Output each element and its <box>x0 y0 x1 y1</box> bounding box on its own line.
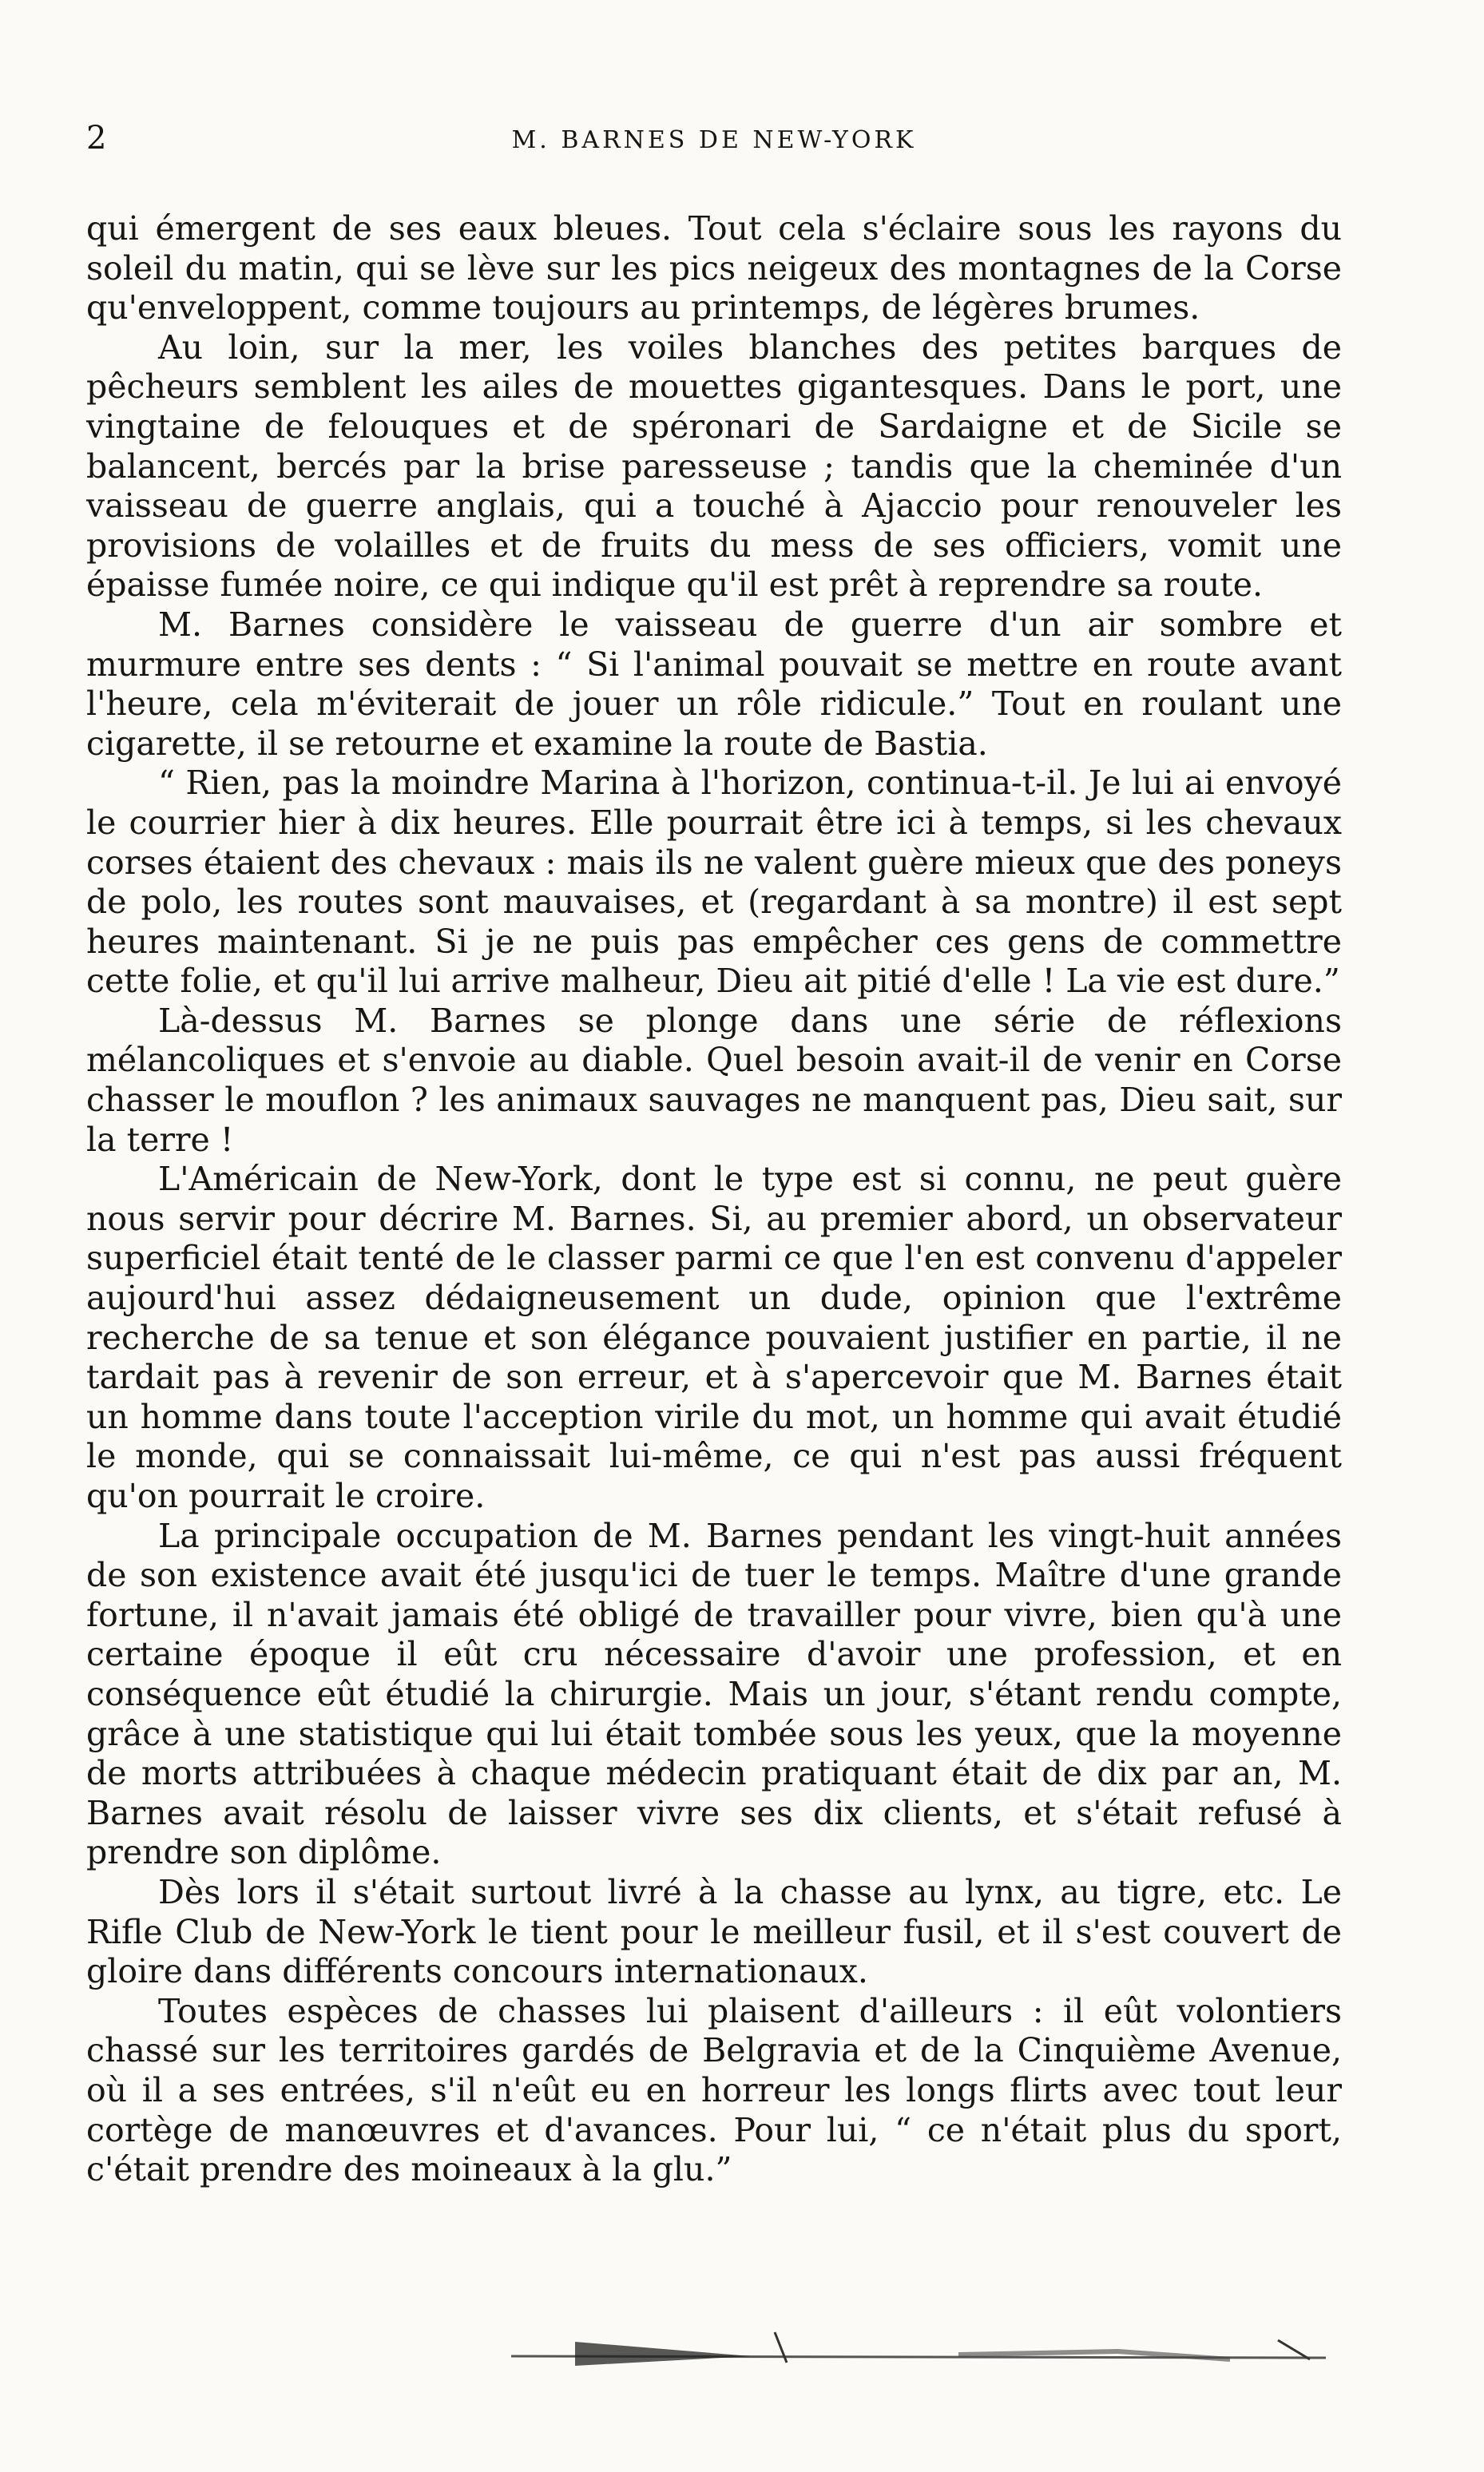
page-number: 2 <box>86 120 107 157</box>
running-head <box>86 120 1342 168</box>
scan-smudge <box>511 2324 1326 2372</box>
book-page <box>86 120 1342 2190</box>
paragraph: M. Barnes considère le vaisseau de guerre d'un air sombre et murmure entre ses dents : “ Si l'animal pouvait se mettre en route avant l'heure, cela m'éviterait de jouer un rôle ridicule.” Tout en roulant une cigarette, il se retourne et examine la route de Bastia. <box>86 605 1342 763</box>
paragraph: La principale occupation de M. Barnes pendant les vingt-huit années de son existence avait été jusqu'ici de tuer le temps. Maître d'une grande fortune, il n'avait jamais été obligé de travailler pour vivre, bien qu'à une certaine époque il eût cru nécessaire d'avoir une profession, et en conséquence eût étudié la chirurgie. Mais un jour, s'étant rendu compte, grâce à une statistique qui lui était tombée sous les yeux, que la moyenne de morts attribuées à chaque médecin pratiquant était de dix par an, M. Barnes avait résolu de laisser vivre ses dix clients, et s'était refusé à prendre son diplôme. <box>86 1516 1342 1872</box>
paragraph: Au loin, sur la mer, les voiles blanches des petites barques de pêcheurs semblent les ailes de mouettes gigantesques. Dans le port, une vingtaine de felouques et de spéronari de Sardaigne et de Sicile se balancent, bercés par la brise paresseuse ; tandis que la cheminée d'un vaisseau de guerre anglais, qui a touché à Ajaccio pour renouveler les provisions de volailles et de fruits du mess de ses officiers, vomit une épaisse fumée noire, ce qui indique qu'il est prêt à reprendre sa route. <box>86 327 1342 605</box>
paragraph: L'Américain de New-York, dont le type est si connu, ne peut guère nous servir pour décrire M. Barnes. Si, au premier abord, un observateur superficiel était tenté de le classer parmi ce que l'en est convenu d'appeler aujourd'hui assez dédaigneusement un dude, opinion que l'extrême recherche de sa tenue et son élégance pouvaient justifier en partie, il ne tardait pas à revenir de son erreur, et à s'apercevoir que M. Barnes était un homme dans toute l'acception virile du mot, un homme qui avait étudié le monde, qui se connaissait lui-même, ce qui n'est pas aussi fréquent qu'on pourrait le croire. <box>86 1160 1342 1515</box>
paragraph: Là-dessus M. Barnes se plonge dans une série de réflexions mélancoliques et s'envoie au diable. Quel besoin avait-il de venir en Corse chasser le mouflon ? les animaux sauvages ne manquent pas, Dieu sait, sur la terre ! <box>86 1001 1342 1159</box>
paragraph: qui émergent de ses eaux bleues. Tout cela s'éclaire sous les rayons du soleil du matin, qui se lève sur les pics neigeux des montagnes de la Corse qu'enveloppent, comme toujours au printemps, de légères brumes. <box>86 209 1342 327</box>
paragraph: Toutes espèces de chasses lui plaisent d'ailleurs : il eût volontiers chassé sur les territoires gardés de Belgravia et de la Cinquième Avenue, où il a ses entrées, s'il n'eût eu en horreur les longs flirts avec tout leur cortège de manœuvres et d'avances. Pour lui, “ ce n'était plus du sport, c'était prendre des moineaux à la glu.” <box>86 1991 1342 2189</box>
running-title: M. BARNES DE NEW-YORK <box>511 126 917 154</box>
paragraph: “ Rien, pas la moindre Marina à l'horizon, continua-t-il. Je lui ai envoyé le courrier hier à dix heures. Elle pourrait être ici à temps, si les chevaux corses étaient des chevaux : mais ils ne valent guère mieux que des poneys de polo, les routes sont mauvaises, et (regardant à sa montre) il est sept heures maintenant. Si je ne puis pas empêcher ces gens de commettre cette folie, et qu'il lui arrive malheur, Dieu ait pitié d'elle ! La vie est dure.” <box>86 764 1342 1001</box>
body-text <box>86 209 1342 2190</box>
paragraph: Dès lors il s'était surtout livré à la chasse au lynx, au tigre, etc. Le Rifle Club de New-York le tient pour le meilleur fusil, et il s'est couvert de gloire dans différents concours internationaux. <box>86 1872 1342 1991</box>
